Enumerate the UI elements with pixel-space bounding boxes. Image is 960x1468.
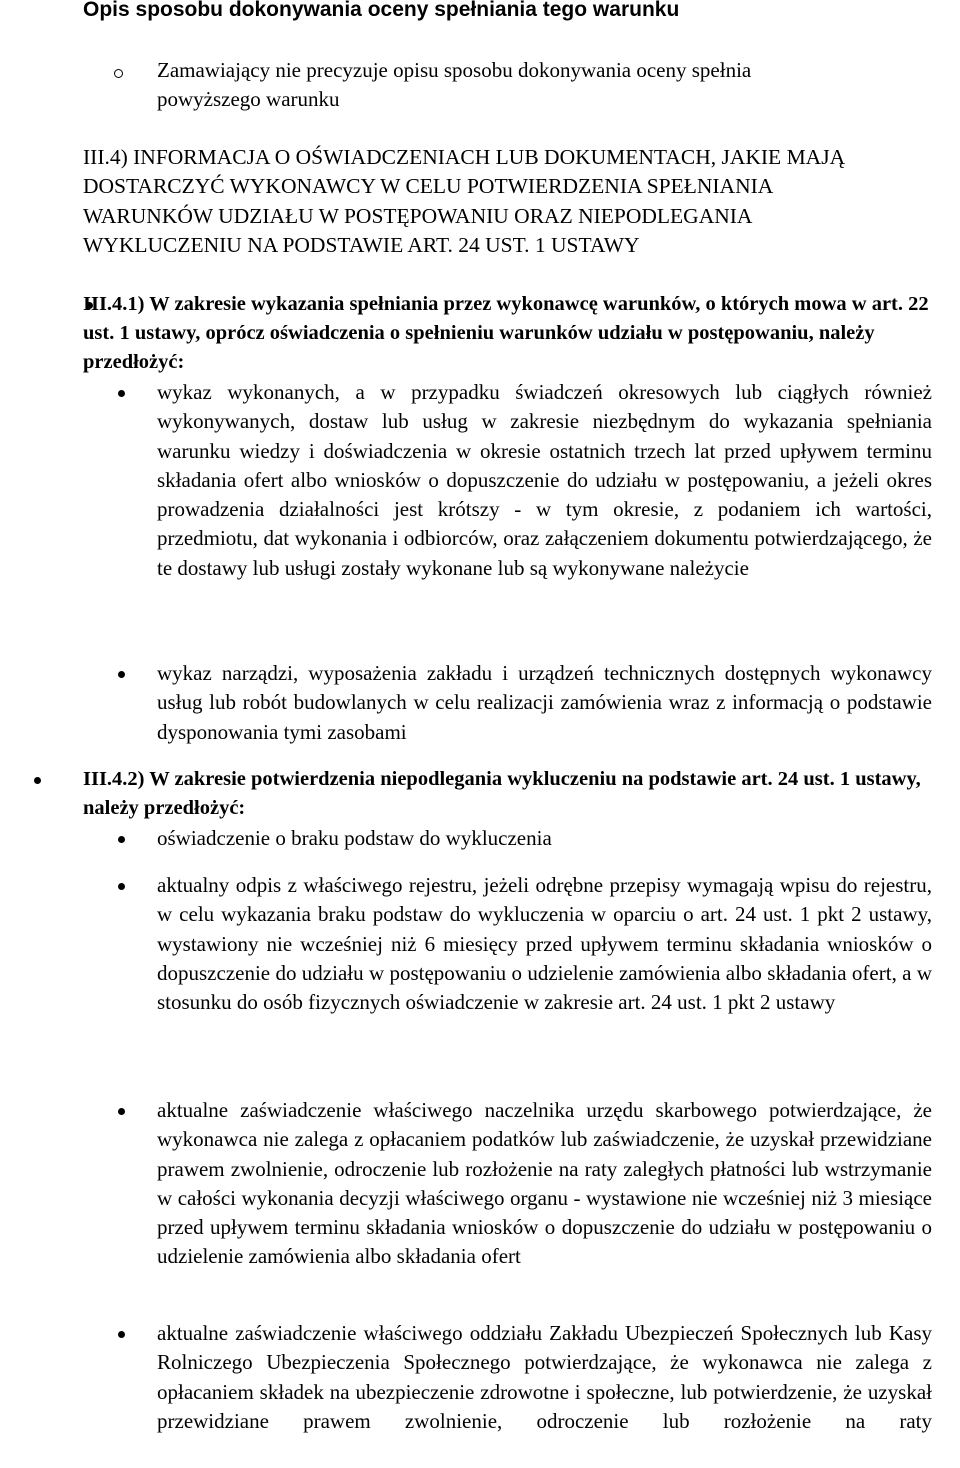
subsection-1-heading: III.4.1) W zakresie wykazania spełniania przez wykonawcę warunków, o których mowa w art. 22 ust. 1 ustawy, oprócz oświadczenia o spełnieniu warunków udziału w postępowaniu, należy przedłożyć: <box>83 293 929 373</box>
bullet-icon <box>118 836 125 843</box>
subsection-2-item-3: aktualne zaświadczenie właściwego naczelnika urzędu skarbowego potwierdzające, że wykonawca nie zalega z opłacaniem podatków lub zaświadczenie, że uzyskał przewidziane prawem zwolnienie, odroczenie lub rozłożenie na raty zaległych płatności lub wstrzymanie w całości wykonania decyzji właściwego organu - wystawione nie wcześniej niż 3 miesiące przed upływem terminu składania wniosków o dopuszczenie do udziału w postępowaniu o udzielenie zamówienia albo składania ofert <box>157 1098 932 1269</box>
section-heading <box>83 143 960 260</box>
heading-line-4: WYKLUCZENIU NA PODSTAWIE ART. 24 UST. 1 USTAWY <box>83 232 640 257</box>
subsection-1-item-1: wykaz wykonanych, a w przypadku świadczeń okresowych lub ciągłych również wykonywanych, dostaw lub usług w zakresie niezbędnym do wykazania spełniania warunku wiedzy i doświadczenia w okresie ostatnich trzech lat przed upływem terminu składania ofert albo wniosków o dopuszczenie do udziału w postępowaniu, a jeżeli okres prowadzenia działalności jest krótszy - w tym okresie, z podaniem ich wartości, przedmiotu, dat wykonania i odbiorców, oraz załączeniem dokumentu potwierdzającego, że te dostawy lub usługi zostały wykonane lub są wykonywane należycie <box>157 380 932 580</box>
subsection-2-item-4: aktualne zaświadczenie właściwego oddziału Zakładu Ubezpieczeń Społecznych lub Kasy Rolniczego Ubezpieczenia Społecznego potwierdzające, że wykonawca nie zalega z opłacaniem składek na ubezpieczenie zdrowotne i społeczne, lub potwierdzenie, że uzyskał przewidziane prawem zwolnienie, odroczenie lub rozłożenie na raty <box>157 1321 932 1433</box>
subsection-1-item-2: wykaz narządzi, wyposażenia zakładu i urządzeń technicznych dostępnych wykonawcy usług lub robót budowlanych w celu realizacji zamówienia wraz z informacją o podstawie dysponowania tymi zasobami <box>157 661 932 744</box>
bullet-icon <box>118 1331 125 1338</box>
subsection-2-item-2: aktualny odpis z właściwego rejestru, jeżeli odrębne przepisy wymagają wpisu do rejestru, w celu wykazania braku podstaw do wykluczenia w oparciu o art. 24 ust. 1 pkt 2 ustawy, wystawiony nie wcześniej niż 6 miesięcy przed upływem terminu składania wniosków o dopuszczenie do udziału w postępowaniu o udzielenie zamówienia albo składania ofert, a w stosunku do osób fizycznych oświadczenie w zakresie art. 24 ust. 1 pkt 2 ustawy <box>157 873 932 1015</box>
bullet-icon <box>118 883 125 890</box>
heading-line-1: III.4) INFORMACJA O OŚWIADCZENIACH LUB DOKUMENTACH, JAKIE MAJĄ <box>83 145 846 169</box>
heading-line-3: WARUNKÓW UDZIAŁU W POSTĘPOWANIU ORAZ NIEPODLEGANIA <box>83 203 753 228</box>
bullet-icon <box>118 1108 125 1115</box>
bullet-icon <box>34 777 41 784</box>
note-text <box>157 56 751 114</box>
bullet-icon <box>118 671 125 678</box>
subsection-2-heading: III.4.2) W zakresie potwierdzenia niepodlegania wykluczeniu na podstawie art. 24 ust. 1 ustawy, należy przedłożyć: <box>83 768 921 819</box>
page-title: Opis sposobu dokonywania oceny spełniania tego warunku <box>83 0 680 21</box>
note-line-2: powyższego warunku <box>157 87 340 111</box>
heading-line-2: DOSTARCZYĆ WYKONAWCY W CELU POTWIERDZENIA SPEŁNIANIA <box>83 174 774 199</box>
note-line-1: Zamawiający nie precyzuje opisu sposobu dokonywania oceny spełnia <box>157 58 752 82</box>
subsection-2-item-1: oświadczenie o braku podstaw do wykluczenia <box>157 826 552 850</box>
hollow-bullet-icon <box>114 69 123 78</box>
bullet-icon <box>118 390 125 397</box>
